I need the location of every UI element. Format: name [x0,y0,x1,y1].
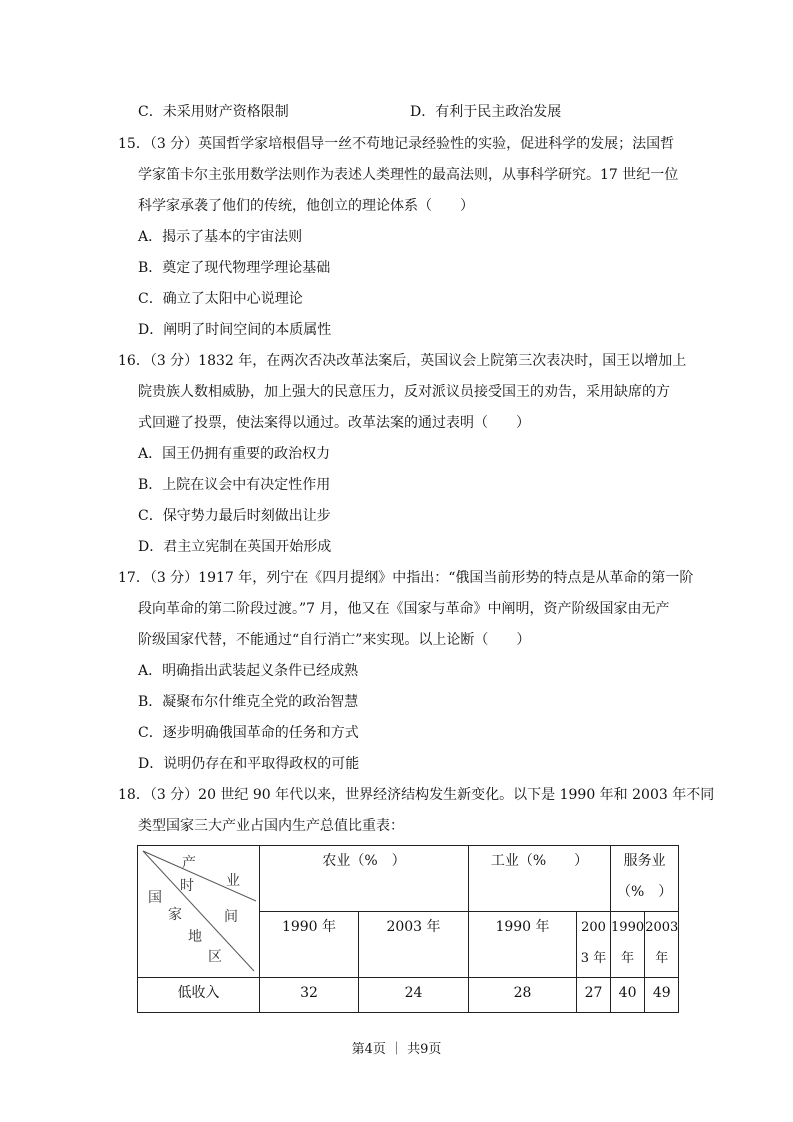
q15-stem-1: 15．（3 分）英国哲学家培根倡导一丝不苟地记录经验性的实验，促进科学的发展；法国哲 [118,136,675,152]
q15-option-b: B．奠定了现代物理学理论基础 [138,260,331,276]
cell: 32 [260,978,359,1013]
cell: 40 [611,978,645,1013]
q16-option-d: D．君主立宪制在英国开始形成 [138,539,332,555]
corner-guo: 国 [148,890,162,906]
corner-shi: 时 [180,878,194,894]
table-row [138,978,679,1013]
q17-stem-1: 17．（3 分）1917 年，列宁在《四月提纲》中指出：“俄国当前形势的特点是从革命的第一阶 [118,570,694,586]
q16-option-c: C．保守势力最后时刻做出让步 [138,508,331,524]
corner-jian: 间 [224,909,238,925]
cell: 24 [359,978,469,1013]
q17-stem-3: 阶级国家代替，不能通过“自行消亡”来实现。以上论断（ ） [138,632,531,648]
q16-stem-1: 16．（3 分）1832 年，在两次否决改革法案后，英国议会上院第三次表决时，国王以增加上 [118,353,687,369]
year-ind-1990: 1990 年 [469,912,577,978]
option-c-prev: C．未采用财产资格限制 [138,104,289,120]
row-label: 低收入 [138,978,260,1013]
cell: 49 [645,978,679,1013]
corner-ye: 业 [226,873,240,889]
table-corner-header [138,846,260,978]
year-ind-2003: 2003 年 [577,912,611,978]
industry-share-table [137,845,679,1013]
q16-option-a: A．国王仍拥有重要的政治权力 [138,446,331,462]
corner-chan: 产 [182,855,196,871]
cell: 28 [469,978,577,1013]
q17-option-c: C．逐步明确俄国革命的任务和方式 [138,725,359,741]
corner-qu: 区 [208,949,222,965]
diagonal-lines [138,846,259,978]
q16-stem-3: 式回避了投票，使法案得以通过。改革法案的通过表明（ ） [138,415,530,431]
q15-stem-3: 科学家承袭了他们的传统，他创立的理论体系（ ） [138,198,474,214]
q17-option-d: D．说明仍存在和平取得政权的可能 [138,756,360,772]
q15-option-a: A．揭示了基本的宇宙法则 [138,229,303,245]
year-agri-2003: 2003 年 [359,912,469,978]
q15-stem-2: 学家笛卡尔主张用数学法则作为表述人类理性的最高法则，从事科学研究。17 世纪一位 [138,167,679,183]
corner-jia: 家 [168,907,182,923]
cell: 27 [577,978,611,1013]
option-d-prev: D．有利于民主政治发展 [410,104,562,120]
q16-option-b: B．上院在议会中有决定性作用 [138,477,331,493]
header-services: 服务业（% ） [611,846,679,912]
corner-di: 地 [188,929,202,945]
q15-option-d: D．阐明了时间空间的本质属性 [138,322,332,338]
q17-stem-2: 段向革命的第二阶段过渡。”7 月，他又在《国家与革命》中阐明，资产阶级国家由无产 [138,601,670,617]
q18-stem-2: 类型国家三大产业占国内生产总值比重表： [138,818,404,834]
header-agriculture: 农业（% ） [260,846,469,912]
header-industry: 工业（% ） [469,846,611,912]
year-serv-2003: 2003 年 [645,912,679,978]
page-footer: 第4页 ｜ 共9页 [351,1042,442,1057]
q17-option-a: A．明确指出武装起义条件已经成熟 [138,663,359,679]
q18-stem-1: 18．（3 分）20 世纪 90 年代以来，世界经济结构发生新变化。以下是 1990 年和 2003 年不同 [118,787,715,803]
q16-stem-2: 院贵族人数相威胁，加上强大的民意压力，反对派议员接受国王的劝告，采用缺席的方 [138,384,670,400]
year-serv-1990: 1990 年 [611,912,645,978]
year-agri-1990: 1990 年 [260,912,359,978]
q17-option-b: B．凝聚布尔什维克全党的政治智慧 [138,694,359,710]
q15-option-c: C．确立了太阳中心说理论 [138,291,303,307]
